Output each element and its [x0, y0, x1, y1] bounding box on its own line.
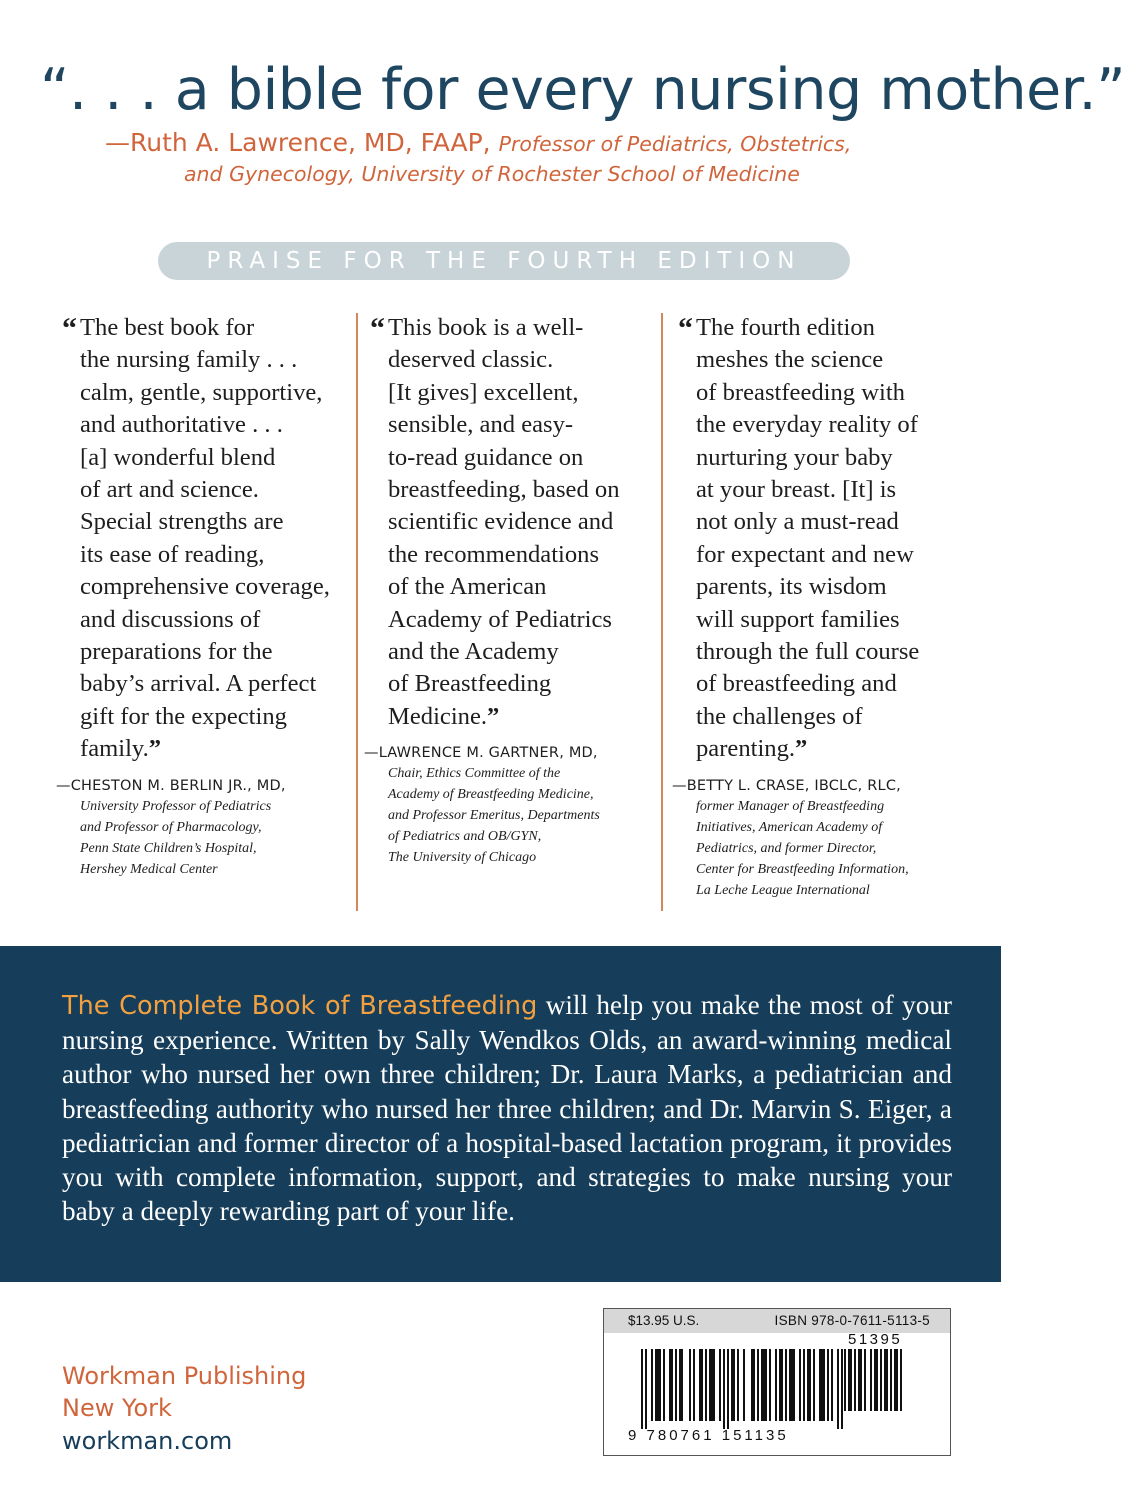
- barcode-bar: [775, 1349, 777, 1421]
- barcode-bar: [785, 1349, 787, 1421]
- testimonial-1-text: [80, 312, 360, 766]
- barcode-bar: [645, 1349, 647, 1429]
- publisher-city: New York: [62, 1394, 172, 1422]
- column-divider-2: [661, 313, 663, 911]
- barcode-bar: [663, 1349, 665, 1421]
- barcode-supplement-bars: [844, 1349, 914, 1419]
- barcode-bar: [841, 1349, 843, 1429]
- barcode-bar: [813, 1349, 815, 1421]
- price-label: $13.95 U.S.: [628, 1313, 700, 1328]
- barcode-bar: [731, 1349, 735, 1421]
- barcode-bar: [858, 1349, 862, 1411]
- barcode-bar: [831, 1349, 833, 1421]
- isbn-label: ISBN 978-0-7611-5113-5: [774, 1313, 930, 1328]
- barcode-bar: [727, 1349, 729, 1429]
- barcode-supplement-digits: 51395: [848, 1331, 903, 1348]
- barcode-bar: [743, 1349, 745, 1421]
- price-strip: [604, 1309, 950, 1333]
- testimonial-1-open-quote: “: [62, 312, 77, 345]
- barcode-bar: [651, 1349, 653, 1421]
- testimonial-3-name: —BETTY L. CRASE, IBCLC, RLC,: [672, 777, 901, 794]
- testimonial-1-name: —CHESTON M. BERLIN JR., MD,: [56, 777, 286, 794]
- barcode-bar: [854, 1349, 856, 1411]
- book-description: [62, 988, 952, 1228]
- barcode-bar: [669, 1349, 673, 1421]
- testimonial-3: [672, 312, 986, 901]
- praise-banner: [158, 242, 850, 280]
- testimonial-2-close-quote: ”: [487, 702, 500, 730]
- barcode-bar: [807, 1349, 811, 1421]
- barcode-bar: [900, 1349, 902, 1411]
- testimonial-3-body: The fourth edition meshes the science of breastfeeding with the everyday reality of nurturing your baby at your breast. [It] is not only a must-read for expectant and new parents, its wisdom will support families through the full course of breastfeeding and the challenges of parenting.: [696, 314, 920, 763]
- barcode-bar: [761, 1349, 767, 1421]
- testimonial-1-title: University Professor of Pediatrics and Professor of Pharmacology, Penn State Children’s Hospital, Hershey Medical Center: [80, 798, 272, 877]
- barcode-block: [603, 1308, 951, 1456]
- barcode-bar: [890, 1349, 892, 1411]
- barcode-bar: [693, 1349, 695, 1421]
- book-title: The Complete Book of Breastfeeding: [62, 991, 538, 1021]
- testimonial-2-open-quote: “: [370, 312, 385, 345]
- barcode-bar: [757, 1349, 759, 1421]
- headline-attribution-role-line2: and Gynecology, University of Rochester School of Medicine: [184, 162, 800, 186]
- testimonial-1-body: The best book for the nursing family . . . calm, gentle, supportive, and authoritative . . . [a] wonderful blend of art and science. Special strengths are its ease of reading, comprehensive coverage, and discussions of preparations for the baby’s arrival. A perfect gift for the expecting family.: [80, 314, 330, 763]
- testimonial-2-title: Chair, Ethics Committee of the Academy of Breastfeeding Medicine, and Professor Emeritus, Departments of Pediatrics and OB/GYN, The University of Chicago: [388, 766, 600, 866]
- barcode-bar: [723, 1349, 725, 1429]
- barcode-bar: [799, 1349, 801, 1421]
- testimonial-2-text: [388, 312, 668, 733]
- barcode-bar: [894, 1349, 898, 1411]
- testimonial-2: [364, 312, 668, 868]
- testimonial-2-name: —LAWRENCE M. GARTNER, MD,: [364, 745, 598, 762]
- barcode-bar: [803, 1349, 805, 1421]
- headline-attribution-role: Professor of Pediatrics, Obstetrics,: [498, 132, 852, 156]
- barcode-bar: [844, 1349, 846, 1411]
- barcode-bar: [789, 1349, 795, 1421]
- barcode-bar: [864, 1349, 866, 1411]
- barcode-bar: [719, 1349, 721, 1421]
- barcode-bar: [837, 1349, 839, 1429]
- testimonial-3-title: former Manager of Breastfeeding Initiatives, American Academy of Pediatrics, and former Director, Center for Breastfeeding Information, La Leche League International: [696, 798, 909, 898]
- testimonial-3-open-quote: “: [678, 312, 693, 345]
- barcode-bar: [679, 1349, 683, 1421]
- barcode-bar: [827, 1349, 829, 1421]
- barcode-bar: [737, 1349, 739, 1421]
- column-divider-1: [356, 313, 358, 911]
- barcode-bar: [819, 1349, 825, 1421]
- barcode-bar: [874, 1349, 878, 1411]
- testimonial-3-close-quote: ”: [795, 735, 808, 763]
- barcode-bar: [848, 1349, 852, 1411]
- barcode-bar: [779, 1349, 783, 1421]
- barcode-bar: [675, 1349, 677, 1421]
- testimonial-1: [56, 312, 360, 880]
- testimonial-3-text: [696, 312, 986, 766]
- barcode-bar: [769, 1349, 771, 1421]
- barcode-bar: [641, 1349, 643, 1429]
- publisher-name: Workman Publishing: [62, 1362, 307, 1390]
- barcode-bar: [655, 1349, 661, 1421]
- barcode-bar: [880, 1349, 882, 1411]
- barcode-bar: [870, 1349, 872, 1411]
- praise-banner-label: PRAISE FOR THE FOURTH EDITION: [206, 248, 802, 274]
- barcode-bar: [884, 1349, 888, 1411]
- headline-attribution-name: —Ruth A. Lawrence, MD, FAAP,: [105, 128, 499, 157]
- barcode-main-digits: 9 780761 151135: [628, 1427, 789, 1444]
- headline-attribution: [105, 128, 985, 157]
- barcode-bar: [699, 1349, 703, 1421]
- barcode-bar: [751, 1349, 755, 1421]
- barcode-bar: [705, 1349, 707, 1421]
- publisher-website[interactable]: workman.com: [62, 1427, 233, 1455]
- description-body: will help you make the most of your nursing experience. Written by Sally Wendkos Olds, an award-winning medical author who nursed her own three children; Dr. Laura Marks, a pediatrician and breastfeeding authority who nursed her three children; and Dr. Marvin S. Eiger, a pediatrician and former director of a hospital-based lactation program, it provides you with complete information, support, and strategies to make nursing your baby a deeply rewarding part of your life.: [62, 990, 952, 1227]
- barcode-bar: [709, 1349, 715, 1421]
- barcode-bar: [689, 1349, 691, 1421]
- barcode-main-bars: [641, 1349, 837, 1429]
- headline-quote: “. . . a bible for every nursing mother.”: [40, 57, 1125, 123]
- testimonial-2-body: This book is a well- deserved classic. [It gives] excellent, sensible, and easy- to-read guidance on breastfeeding, based on scientific evidence and the recommendations of the American Academy of Pediatrics and the Academy of Breastfeeding Medicine.: [388, 314, 620, 730]
- testimonial-1-close-quote: ”: [148, 735, 162, 763]
